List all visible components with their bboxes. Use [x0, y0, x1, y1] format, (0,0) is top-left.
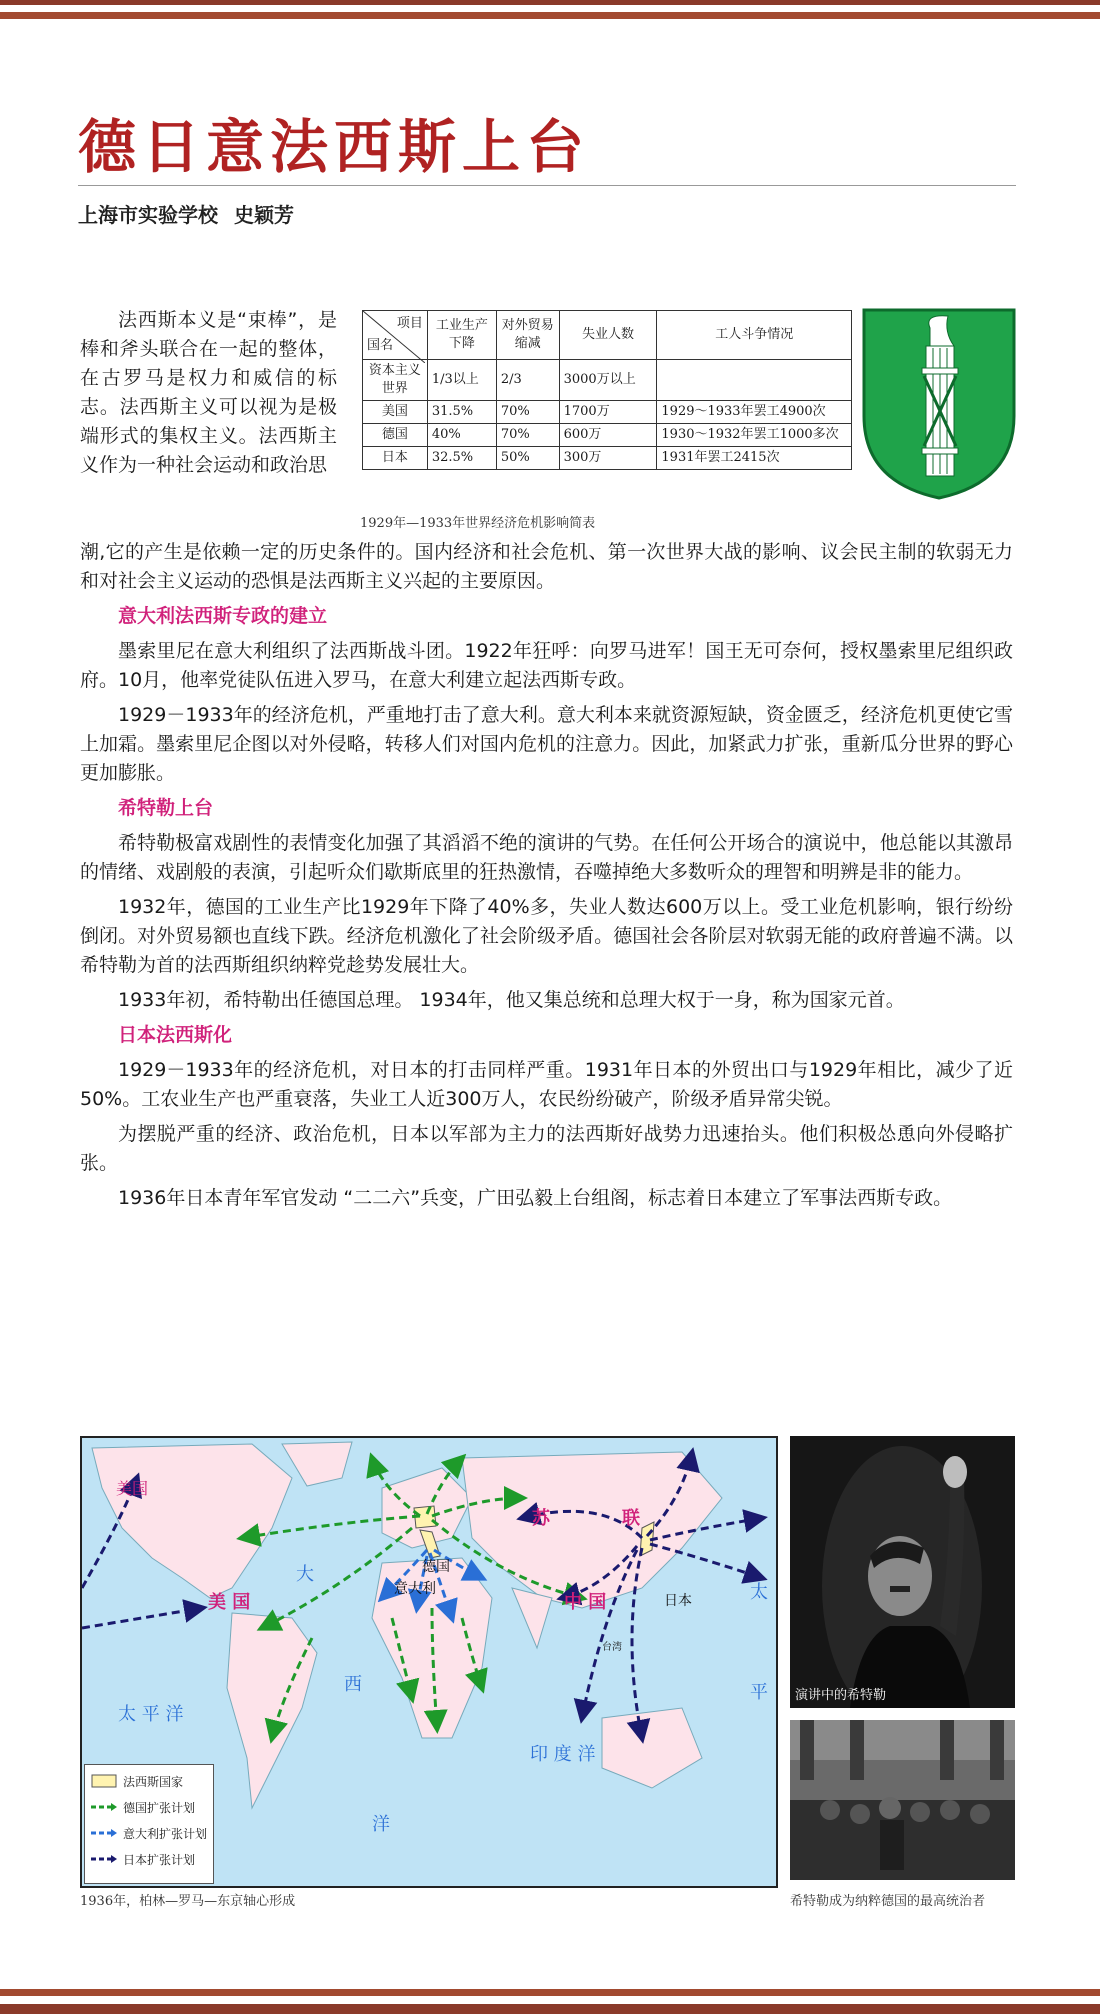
map-label-italy: 意大利 [394, 1581, 436, 1597]
legend-label: 意大利扩张计划 [123, 1826, 208, 1841]
legend-swatch-germany [91, 1802, 117, 1812]
table-cell: 31.5% [427, 401, 496, 424]
table-row [363, 401, 852, 424]
table-cell [657, 360, 852, 401]
leader-photo-caption: 希特勒成为纳粹德国的最高统治者 [790, 1894, 986, 1909]
hitler-paragraph-3: 1933年初，希特勒出任德国总理。 1934年，他又集总统和总理大权于一身，称为国家元首。 [118, 989, 905, 1011]
section-heading-japan: 日本法西斯化 [118, 1024, 233, 1046]
table-caption: 1929年—1933年世界经济危机影响简表 [360, 516, 596, 531]
hitler-paragraph-1: 希特勒极富戏剧性的表情变化加强了其滔滔不绝的演讲的气势。在任何公开场合的演说中，他总能以其激昂的情绪、戏剧般的表演，引起听众们歇斯底里的狂热激情，吞噬掉绝大多数听众的理智和明辨是非的能力。 [80, 832, 1013, 883]
legend-item [91, 1849, 213, 1869]
corner-bottom-label: 国名 [367, 338, 394, 353]
map-label-pacific: 太 平 洋 [118, 1704, 184, 1725]
italy-paragraph-1: 墨索里尼在意大利组织了法西斯战斗团。1922年狂呼：向罗马进军！国王无可奈何，授权墨索里尼组织政府。10月，他率党徒队伍进入罗马，在意大利建立起法西斯专政。 [80, 640, 1013, 691]
legend-item [91, 1771, 213, 1791]
map-label-indian-ocean: 印 度 洋 [530, 1744, 596, 1765]
hitler-paragraph-2: 1932年，德国的工业生产比1929年下降了40%多，失业人数达600万以上。受工业危机影响，银行纷纷倒闭。对外贸易额也直线下跌。经济危机激化了社会阶级矛盾。德国社会各阶层对软弱无能的政府普遍不满。以希特勒为首的法西斯组织纳粹党趁势发展壮大。 [80, 896, 1013, 976]
article-body [80, 538, 1013, 1219]
legend-item [91, 1823, 213, 1843]
bottom-band-thick [0, 1989, 1100, 1996]
title-divider [78, 185, 1016, 186]
map-label-atlantic-2: 西 [344, 1674, 362, 1695]
table-cell: 70% [496, 424, 559, 447]
map-label-japan: 日本 [664, 1593, 692, 1609]
table-cell: 600万 [559, 424, 657, 447]
table-header-row [363, 311, 852, 360]
table-cell: 300万 [559, 447, 657, 470]
table-header-cell: 对外贸易缩减 [496, 311, 559, 360]
map-label-taiwan: 台湾 [602, 1642, 622, 1653]
legend-swatch-fascist [91, 1774, 117, 1788]
italy-paragraph-2: 1929－1933年的经济危机，严重地打击了意大利。意大利本来就资源短缺，资金匮乏，经济危机更使它雪上加霜。墨索里尼企图以对外侵略，转移人们对国内危机的注意力。因此，加紧武力扩张，重新瓜分世界的野心更加膨胀。 [80, 704, 1013, 784]
nazi-leader-image [790, 1720, 1015, 1880]
map-label-ussr-1: 苏 [532, 1508, 550, 1529]
table-header-cell: 失业人数 [559, 311, 657, 360]
table-row-label: 日本 [363, 447, 428, 470]
table-row [363, 360, 852, 401]
school-name: 上海市实验学校 [78, 203, 218, 227]
axis-expansion-map [80, 1436, 778, 1888]
continent-south-america [227, 1613, 317, 1808]
table-cell: 1/3以上 [427, 360, 496, 401]
table-row [363, 424, 852, 447]
table-row-label: 资本主义世界 [363, 360, 428, 401]
japan-paragraph-1: 1929－1933年的经济危机，对日本的打击同样严重。1931年日本的外贸出口与1929年相比，减少了近50%。工农业生产也严重衰落，失业工人近300万人，农民纷纷破产，阶级矛盾异常尖锐。 [80, 1059, 1013, 1110]
map-label-pacific-right-1: 太 [750, 1582, 768, 1603]
map-label-atlantic-1: 大 [296, 1564, 314, 1585]
crisis-table [362, 310, 852, 470]
japan-paragraph-3: 1936年日本青年军官发动 “二二六”兵变，广田弘毅上台组阁，标志着日本建立了军事法西斯专政。 [118, 1187, 953, 1209]
japan-paragraph-2: 为摆脱严重的经济、政治危机，日本以军部为主力的法西斯好战势力迅速抬头。他们积极怂恿向外侵略扩张。 [80, 1123, 1013, 1174]
nazi-leader-photo [790, 1720, 1015, 1880]
table-cell: 50% [496, 447, 559, 470]
table-cell: 1929～1933年罢工4900次 [657, 401, 852, 424]
section-heading-italy: 意大利法西斯专政的建立 [118, 605, 328, 627]
author-name: 史颖芳 [234, 203, 294, 227]
continent-north-america [92, 1444, 292, 1598]
table-row-label: 德国 [363, 424, 428, 447]
table-corner-cell [363, 311, 428, 360]
legend-item [91, 1797, 213, 1817]
map-label-china: 中 国 [564, 1592, 607, 1613]
continent-india [512, 1588, 552, 1648]
map-label-atlantic-3: 洋 [372, 1814, 390, 1835]
legend-label: 德国扩张计划 [123, 1800, 196, 1815]
section-heading-hitler: 希特勒上台 [118, 797, 214, 819]
map-caption: 1936年，柏林—罗马—东京轴心形成 [80, 1894, 296, 1909]
bottom-band-base [0, 2004, 1100, 2014]
map-label-usa-top: 美国 [116, 1479, 149, 1498]
fasces-shield-emblem [860, 306, 1018, 502]
table-cell: 2/3 [496, 360, 559, 401]
byline [78, 199, 294, 228]
map-label-germany: 德国 [422, 1559, 450, 1575]
top-band-thick [0, 12, 1100, 19]
table-cell: 40% [427, 424, 496, 447]
map-label-usa: 美 国 [208, 1592, 251, 1613]
table-header-cell: 工人斗争情况 [657, 311, 852, 360]
legend-label: 法西斯国家 [123, 1774, 184, 1789]
table-cell: 3000万以上 [559, 360, 657, 401]
table-row [363, 447, 852, 470]
table-header-cell: 工业生产下降 [427, 311, 496, 360]
legend-swatch-japan [91, 1854, 117, 1864]
map-label-pacific-right-2: 平 [750, 1682, 768, 1703]
page-title: 德日意法西斯上台 [78, 113, 591, 181]
table-cell: 1700万 [559, 401, 657, 424]
legend-label: 日本扩张计划 [123, 1852, 196, 1867]
table-cell: 70% [496, 401, 559, 424]
table-cell: 32.5% [427, 447, 496, 470]
hitler-speech-image [790, 1436, 1015, 1708]
map-label-ussr-2: 联 [622, 1508, 640, 1529]
table-row-label: 美国 [363, 401, 428, 424]
top-band-thin [0, 0, 1100, 5]
intro-paragraph: 法西斯本义是“束棒”，是棒和斧头联合在一起的整体，在古罗马是权力和威信的标志。法西斯主义可以视为是极端形式的集权主义。法西斯主义作为一种社会运动和政治思 [80, 309, 337, 476]
legend-swatch-italy [91, 1828, 117, 1838]
table-cell: 1931年罢工2415次 [657, 447, 852, 470]
hitler-speech-photo [790, 1436, 1015, 1708]
speech-photo-caption: 演讲中的希特勒 [795, 1688, 887, 1703]
continent-greenland [282, 1442, 352, 1486]
continent-australia [602, 1708, 702, 1788]
corner-top-label: 项目 [396, 316, 423, 331]
map-legend [84, 1764, 214, 1884]
table-cell: 1930～1932年罢工1000多次 [657, 424, 852, 447]
intro-continuation: 潮,它的产生是依赖一定的历史条件的。国内经济和社会危机、第一次世界大战的影响、议会民主制的软弱无力和对社会主义运动的恐惧是法西斯主义兴起的主要原因。 [80, 541, 1013, 592]
